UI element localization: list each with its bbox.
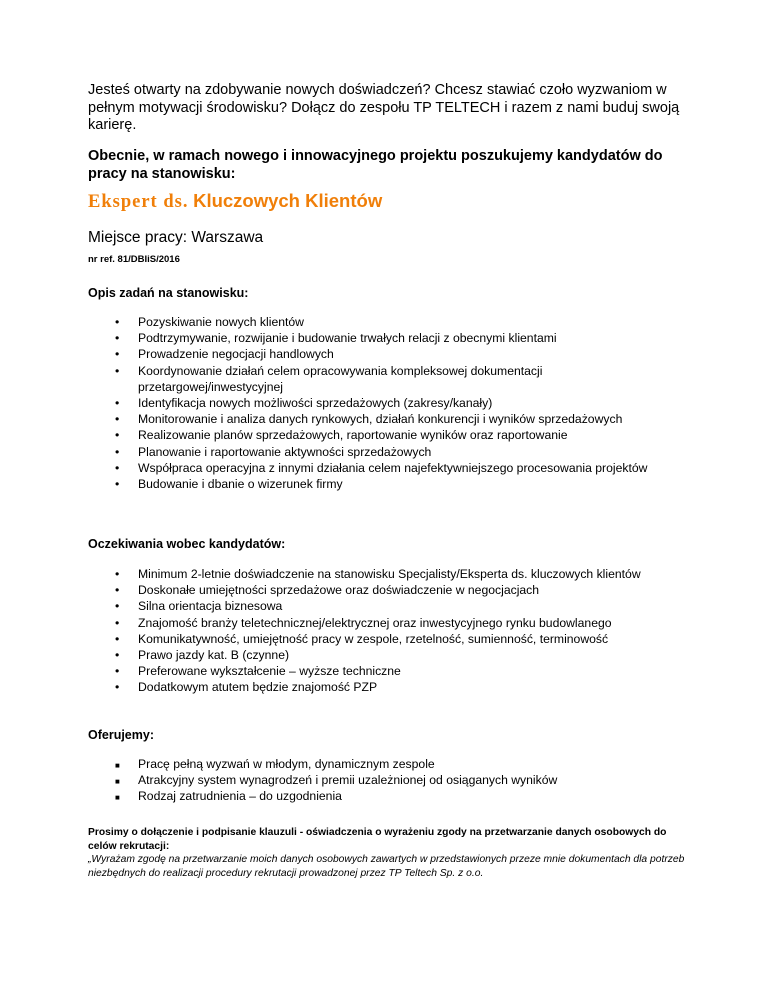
square-bullet-icon: ■: [115, 793, 120, 803]
list-item: • Preferowane wykształcenie – wyższe techniczne: [115, 664, 401, 679]
list-item: • Pozyskiwanie nowych klientów: [115, 315, 304, 329]
square-bullet-icon: ■: [115, 761, 120, 770]
list-item: • Monitorowanie i analiza danych rynkowych, działań konkurencji i wyników sprzedażowych: [115, 412, 623, 427]
bullet-icon: •: [115, 460, 120, 475]
square-bullet-icon: ■: [115, 777, 120, 787]
list-item: • Doskonałe umiejętności sprzedażowe oraz doświadczenie w negocjacjach: [115, 583, 540, 598]
bullet-icon: •: [115, 615, 120, 630]
expectations-list: [88, 566, 688, 696]
list-item: • Minimum 2-letnie doświadczenie na stanowisku Specjalisty/Eksperta ds. kluczowych klientów: [115, 567, 641, 581]
list-item: • Realizowanie planów sprzedażowych, raportowanie wyników oraz raportowanie: [115, 428, 568, 443]
expectations-title: Oczekiwania wobec kandydatów:: [88, 537, 286, 551]
bullet-icon: •: [115, 363, 120, 378]
offer-title: Oferujemy:: [88, 728, 154, 742]
list-item: • Prawo jazdy kat. B (czynne): [115, 648, 290, 663]
bullet-icon: •: [115, 428, 120, 443]
consent-section: [88, 826, 688, 880]
list-item: ■ Atrakcyjny system wynagrodzeń i premii uzależnionej od osiąganych wyników: [88, 772, 688, 788]
list-item: ■ Pracę pełną wyzwań w młodym, dynamicznym zespole: [88, 756, 688, 772]
bullet-icon: •: [115, 412, 120, 427]
consent-clause: „Wyrażam zgodę na przetwarzanie moich danych osobowych zawartych w przedstawionych przeze mnie dokumentach dla potrzeb niezbędnych do realizacji procedury rekrutacji prowadzonej przez TP Teltech Sp. z o.o.: [88, 854, 685, 879]
bullet-icon: •: [115, 680, 120, 695]
bullet-icon: •: [115, 664, 120, 679]
job-title: [88, 190, 382, 213]
list-item: • Budowanie i dbanie o wizerunek firmy: [115, 477, 343, 492]
consent-request: Prosimy o dołączenie i podpisanie klauzuli - oświadczenia o wyrażeniu zgody na przetwarzanie danych osobowych do celów rekrutacji:: [88, 827, 667, 852]
bullet-icon: •: [115, 599, 120, 614]
location: Miejsce pracy: Warszawa: [88, 229, 264, 246]
bullet-icon: •: [115, 347, 120, 362]
list-item: • Dodatkowym atutem będzie znajomość PZP: [115, 680, 378, 695]
offer-list: [88, 756, 688, 805]
bullet-icon: •: [115, 331, 120, 346]
intro-paragraph: Jesteś otwarty na zdobywanie nowych doświadczeń? Chcesz stawiać czoło wyzwaniom w pełnym motywacji środowisku? Dołącz do zespołu TP TELTECH i razem z nami buduj swoją karierę.: [88, 82, 680, 133]
list-item: • Komunikatywność, umiejętność pracy w zespole, rzetelność, sumienność, terminowość: [115, 631, 609, 646]
reference-number: nr ref. 81/DBIiS/2016: [88, 254, 180, 265]
bullet-icon: •: [115, 396, 120, 411]
list-item: ■ Rodzaj zatrudnienia – do uzgodnienia: [88, 788, 688, 804]
bullet-icon: •: [115, 315, 120, 329]
list-item: • Planowanie i raportowanie aktywności sprzedażowych: [115, 444, 432, 459]
list-item: • Podtrzymywanie, rozwijanie i budowanie trwałych relacji z obecnymi klientami: [115, 331, 557, 346]
duties-title: Opis zadań na stanowisku:: [88, 286, 249, 300]
list-item: • Znajomość branży teletechnicznej/elektrycznej oraz inwestycyjnego rynku budowlanego: [115, 615, 612, 630]
list-item: • Koordynowanie działań celem opracowywania kompleksowej dokumentacji przetargowej/inwestycyjnej: [115, 363, 543, 394]
bullet-icon: •: [115, 477, 120, 492]
bullet-icon: •: [115, 567, 120, 581]
bullet-icon: •: [115, 444, 120, 459]
job-title-part1: Ekspert ds.: [88, 192, 189, 212]
list-item: • Silna orientacja biznesowa: [115, 599, 283, 614]
bullet-icon: •: [115, 631, 120, 646]
bullet-icon: •: [115, 648, 120, 663]
list-item: • Współpraca operacyjna z innymi działania celem najefektywniejszego procesowania projektów: [115, 460, 648, 475]
job-posting: [88, 82, 688, 879]
duties-list: [88, 314, 688, 492]
list-item: • Prowadzenie negocjacji handlowych: [115, 347, 334, 362]
job-title-part2: Kluczowych Klientów: [193, 190, 383, 211]
bullet-icon: •: [115, 583, 120, 598]
list-item: • Identyfikacja nowych możliwości sprzedażowych (zakresy/kanały): [115, 396, 493, 411]
subheading: Obecnie, w ramach nowego i innowacyjnego projektu poszukujemy kandydatów do pracy na stanowisku:: [88, 148, 663, 182]
